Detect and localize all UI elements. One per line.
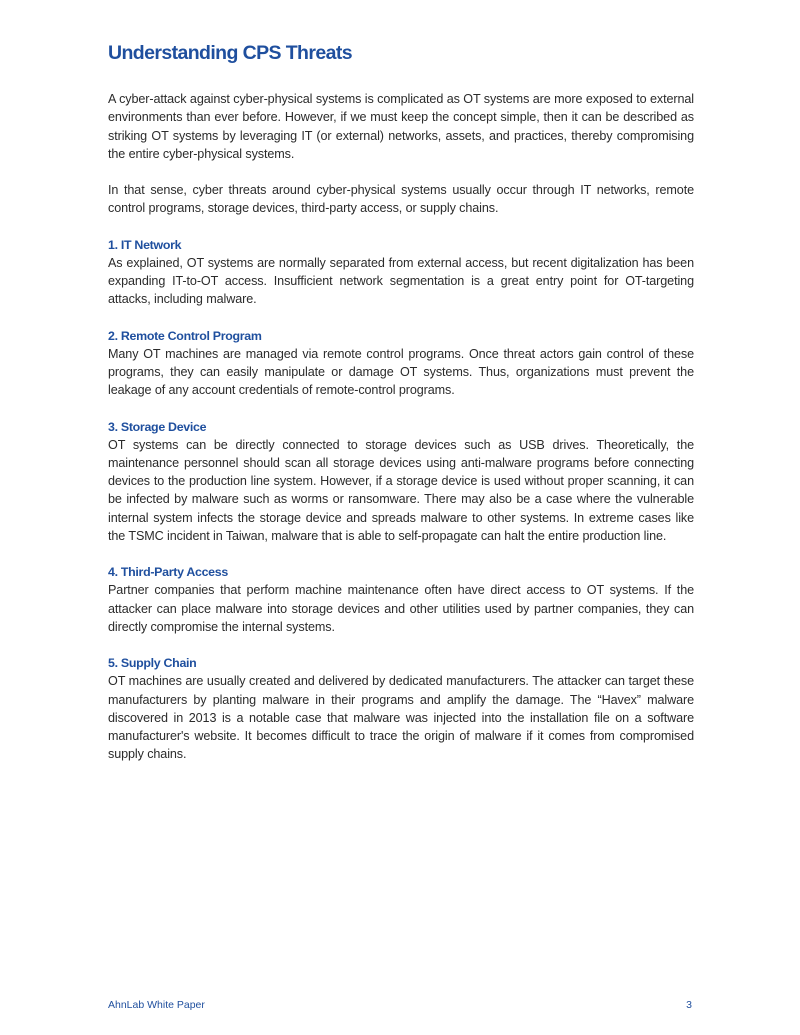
section-heading: 2. Remote Control Program	[108, 328, 262, 343]
section-body: OT systems can be directly connected to storage devices such as USB drives. Theoretically, the maintenance personnel should scan all storage devices using anti-malware programs before connecting devices to the production line system. However, if a storage device is used without proper scanning, it can be infected by malware such as worms or ransomware. There may also be a case where the vulnerable internal system infects the storage device and spreads malware to other systems. In extreme cases like the TSMC incident in Taiwan, malware that is able to self-propagate can halt the entire production line.	[108, 437, 694, 544]
intro-paragraph: A cyber-attack against cyber-physical systems is complicated as OT systems are more exposed to external environments than ever before. However, if we must keep the concept simple, then it can be described as striking OT systems by leveraging IT (or external) networks, assets, and practices, thereby compromising the entire cyber-physical systems.	[108, 92, 694, 161]
document-page	[108, 40, 694, 782]
section-heading: 5. Supply Chain	[108, 656, 197, 671]
section-heading: 4. Third-Party Access	[108, 565, 228, 580]
section-it-network	[108, 236, 694, 309]
page-number: 3	[686, 999, 692, 1011]
section-storage-device	[108, 418, 694, 546]
footer-publisher: AhnLab White Paper	[108, 999, 205, 1011]
section-body: Many OT machines are managed via remote control programs. Once threat actors gain control of these programs, they can easily manipulate or damage OT systems. Thus, organizations must prevent the leakage of any account credentials of remote-control programs.	[108, 346, 694, 398]
page-footer	[108, 999, 694, 1015]
section-body: OT machines are usually created and delivered by dedicated manufacturers. The attacker can target these manufacturers by planting malware in their programs and amplify the damage. The “Havex” malware discovered in 2013 is a notable case that malware was injected into the installation file on a software manufacturer's website. It becomes difficult to trace the origin of malware if it comes from compromised supply chains.	[108, 674, 694, 762]
section-body: As explained, OT systems are normally separated from external access, but recent digitalization has been expanding IT-to-OT access. Insufficient network segmentation is a great entry point for OT-targeting attacks, including malware.	[108, 255, 694, 307]
section-heading: 1. IT Network	[108, 237, 182, 252]
section-heading: 3. Storage Device	[108, 419, 207, 434]
section-third-party-access	[108, 563, 694, 636]
section-supply-chain	[108, 654, 694, 763]
section-body: Partner companies that perform machine maintenance often have direct access to OT systems. If the attacker can place malware into storage devices and other utilities used by partner companies, they can directly compromise the internal systems.	[108, 583, 694, 634]
intro-paragraph: In that sense, cyber threats around cyber-physical systems usually occur through IT networks, remote control programs, storage devices, third-party access, or supply chains.	[108, 183, 694, 216]
page-title: Understanding CPS Threats	[108, 42, 352, 64]
section-remote-control-program	[108, 327, 694, 400]
